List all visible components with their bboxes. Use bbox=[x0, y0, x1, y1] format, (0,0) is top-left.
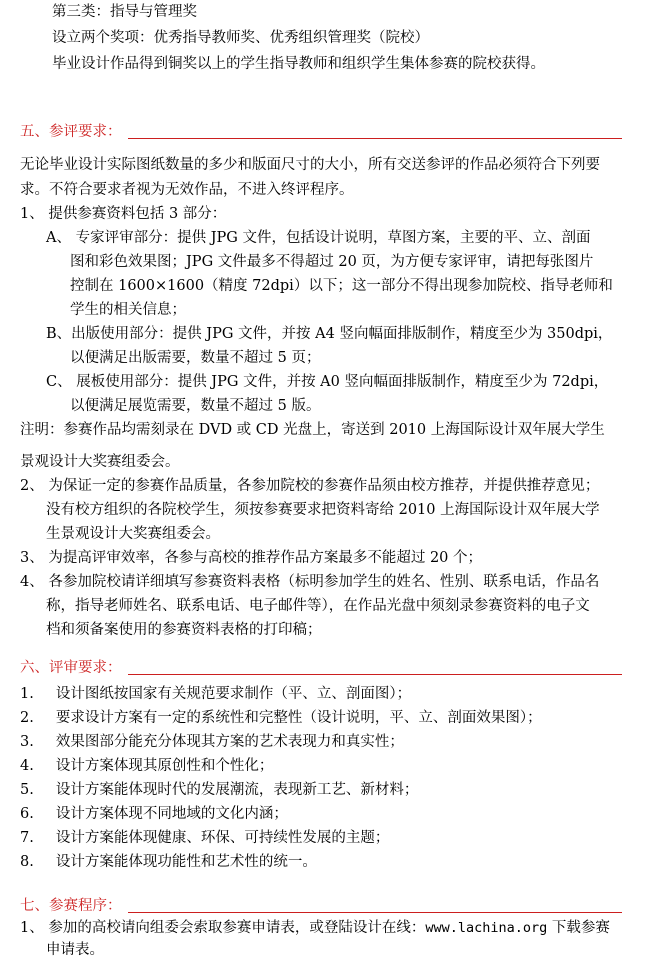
s5-item-2-line-3: 生景观设计大奖赛组委会。 bbox=[46, 526, 220, 542]
s7-item-1-text: 1、 参加的高校请向组委会索取参赛申请表，或登陆设计在线： bbox=[20, 920, 426, 936]
s6-item-number: 1. bbox=[20, 686, 34, 702]
s6-item-text: 设计方案能体现时代的发展潮流，表现新工艺、新材料； bbox=[55, 782, 419, 798]
s7-item-1-line-1 bbox=[20, 918, 610, 938]
s6-item-number: 6. bbox=[20, 806, 34, 822]
section-7-rule bbox=[128, 912, 623, 913]
s6-item-1 bbox=[20, 684, 411, 704]
s6-item-3 bbox=[20, 732, 404, 752]
s5-note-line-2: 景观设计大奖赛组委会。 bbox=[20, 454, 180, 470]
s5-item-c-line-2: 以便满足展览需要，数量不超过 5 版。 bbox=[70, 398, 321, 414]
intro-line-1: 第三类：指导与管理奖 bbox=[52, 4, 197, 20]
s5-para-line-2: 求。不符合要求者视为无效作品，不进入终评程序。 bbox=[20, 182, 354, 198]
s5-item-2-line-1: 2、 为保证一定的参赛作品质量，各参加院校的参赛作品须由校方推荐，并提供推荐意见； bbox=[20, 478, 600, 494]
s6-item-text: 要求设计方案有一定的系统性和完整性（设计说明，平、立、剖面效果图）； bbox=[55, 710, 542, 726]
section-5-heading bbox=[20, 120, 622, 142]
s6-item-4 bbox=[20, 756, 273, 776]
s5-item-1: 1、 提供参赛资料包括 3 部分： bbox=[20, 206, 227, 222]
s7-item-1-line-2: 申请表。 bbox=[46, 942, 104, 958]
s7-item-1-suffix: 下载参赛 bbox=[547, 920, 610, 936]
s5-item-a-line-3: 控制在 1600×1600（精度 72dpi）以下；这一部分不得出现参加院校、指导老师和 bbox=[70, 278, 613, 294]
s5-item-b-line-2: 以便满足出版需要，数量不超过 5 页； bbox=[70, 350, 321, 366]
section-5-rule bbox=[128, 138, 623, 139]
s5-item-a-line-1: A、 专家评审部分：提供 JPG 文件，包括设计说明，草图方案，主要的平、立、剖面 bbox=[46, 230, 591, 246]
s6-item-number: 4. bbox=[20, 758, 34, 774]
section-7-heading bbox=[20, 894, 622, 916]
s6-item-number: 3. bbox=[20, 734, 34, 750]
s6-item-8 bbox=[20, 852, 317, 872]
s6-item-5 bbox=[20, 780, 418, 800]
s5-para-line-1: 无论毕业设计实际图纸数量的多少和版面尺寸的大小，所有交送参评的作品必须符合下列要 bbox=[20, 157, 600, 173]
s6-item-text: 效果图部分能充分体现其方案的艺术表现力和真实性； bbox=[55, 734, 404, 750]
section-6-heading bbox=[20, 656, 622, 678]
s6-item-text: 设计方案能体现健康、环保、可持续性发展的主题； bbox=[55, 830, 390, 846]
s6-item-number: 8. bbox=[20, 854, 34, 870]
section-5-title: 五、参评要求： bbox=[20, 124, 122, 140]
s5-note-line-1: 注明：参赛作品均需刻录在 DVD 或 CD 光盘上，寄送到 2010 上海国际设计双年展大学生 bbox=[20, 422, 605, 438]
s6-item-text: 设计方案能体现功能性和艺术性的统一。 bbox=[55, 854, 317, 870]
s5-item-2-line-2: 没有校方组织的各院校学生，须按参赛要求把资料寄给 2010 上海国际设计双年展大学 bbox=[46, 502, 600, 518]
s6-item-number: 5. bbox=[20, 782, 34, 798]
s5-item-4-line-2: 称，指导老师姓名、联系电话、电子邮件等），在作品光盘中须刻录参赛资料的电子文 bbox=[46, 598, 590, 614]
s6-item-text: 设计图纸按国家有关规范要求制作（平、立、剖面图）； bbox=[55, 686, 412, 702]
s5-item-c-line-1: C、 展板使用部分：提供 JPG 文件，并按 A0 竖向幅面排版制作，精度至少为 72dpi， bbox=[46, 374, 609, 390]
s5-item-b-line-1: B、出版使用部分：提供 JPG 文件，并按 A4 竖向幅面排版制作，精度至少为 350dpi， bbox=[46, 326, 613, 342]
s6-item-text: 设计方案体现其原创性和个性化； bbox=[55, 758, 274, 774]
s5-item-3: 3、 为提高评审效率，各参与高校的推荐作品方案最多不能超过 20 个； bbox=[20, 550, 483, 566]
s6-item-number: 7. bbox=[20, 830, 34, 846]
s6-item-6 bbox=[20, 804, 288, 824]
s5-item-a-line-4: 学生的相关信息； bbox=[70, 302, 186, 318]
s5-item-a-line-2: 图和彩色效果图；JPG 文件最多不得超过 20 页，为方便专家评审，请把每张图片 bbox=[70, 254, 594, 270]
s5-item-4-line-3: 档和须备案使用的参赛资料表格的打印稿； bbox=[46, 622, 322, 638]
website-url: www.lachina.org bbox=[425, 920, 548, 936]
s6-item-number: 2. bbox=[20, 710, 34, 726]
s6-item-2 bbox=[20, 708, 542, 728]
s5-item-4-line-1: 4、 各参加院校请详细填写参赛资料表格（标明参加学生的姓名、性别、联系电话，作品名 bbox=[20, 574, 600, 590]
intro-line-3: 毕业设计作品得到铜奖以上的学生指导教师和组织学生集体参赛的院校获得。 bbox=[52, 56, 545, 72]
s6-item-7 bbox=[20, 828, 389, 848]
section-7-title: 七、参赛程序： bbox=[20, 898, 122, 914]
intro-line-2: 设立两个奖项：优秀指导教师奖、优秀组织管理奖（院校） bbox=[52, 30, 429, 46]
section-6-title: 六、评审要求： bbox=[20, 660, 122, 676]
s6-item-text: 设计方案体现不同地域的文化内涵； bbox=[55, 806, 288, 822]
section-6-rule bbox=[128, 674, 623, 675]
